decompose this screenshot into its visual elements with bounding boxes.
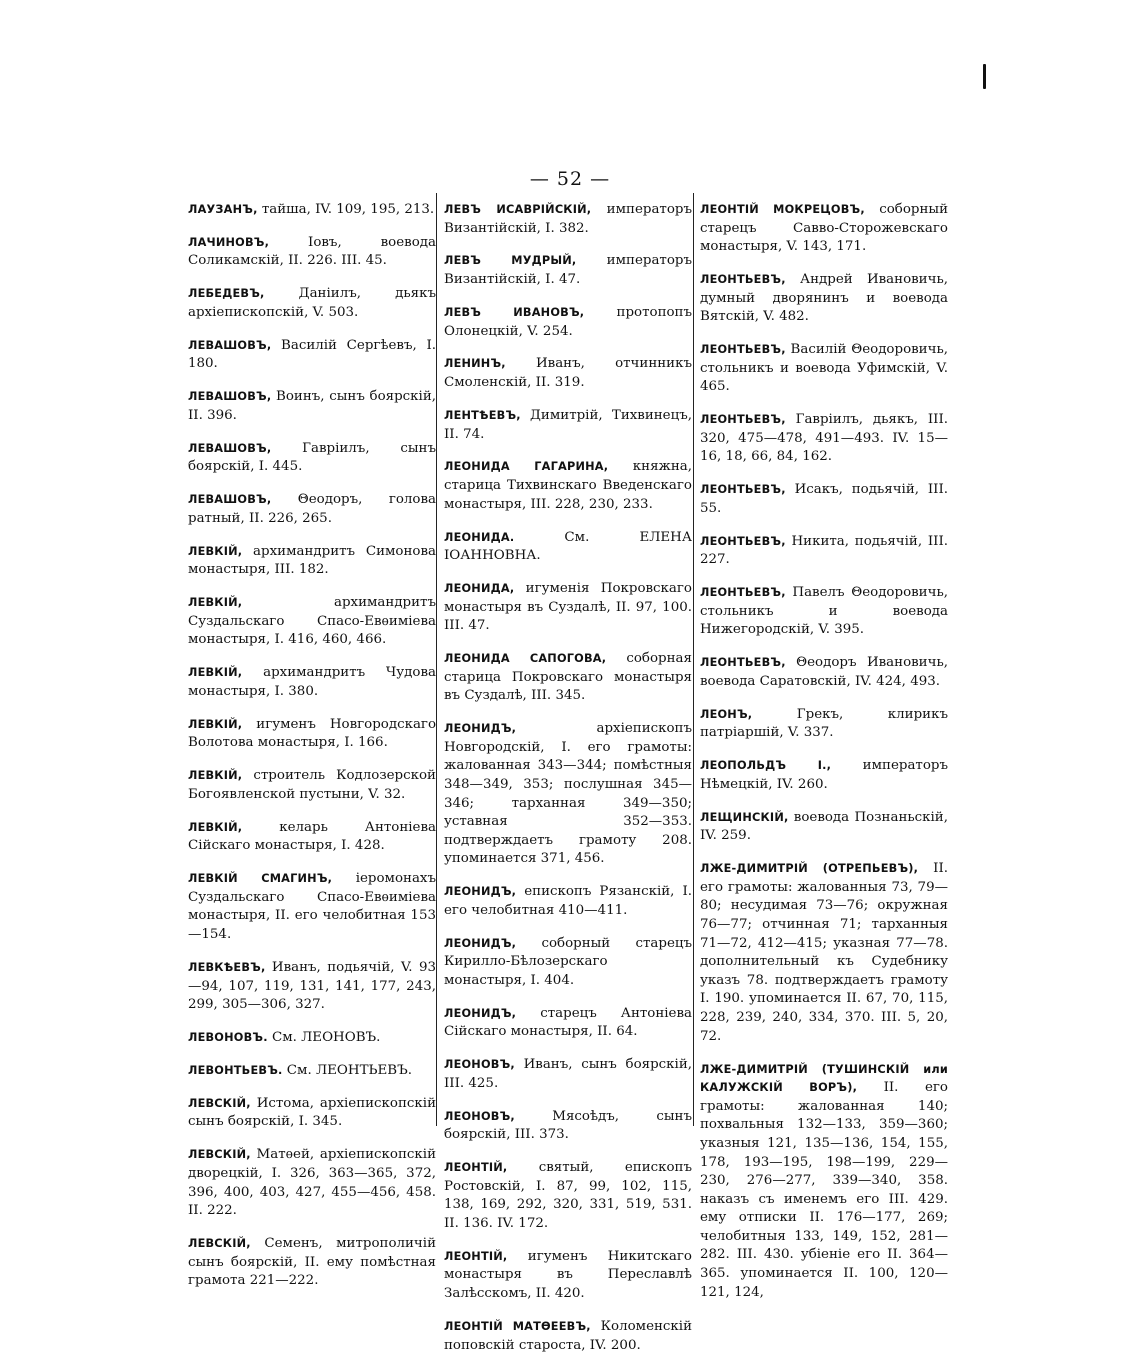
index-entry bbox=[700, 341, 948, 397]
entry-text: Гавріилъ, сынъ боярскій, I. 445. bbox=[188, 440, 436, 475]
index-entry bbox=[188, 767, 436, 804]
entry-headword: ЛАЧИНОВЪ, bbox=[188, 235, 270, 249]
entry-text: архимандритъ Чудова монастыря, I. 380. bbox=[188, 665, 436, 699]
entry-headword: ЛЕОНИДА САПОГОВА, bbox=[444, 652, 607, 666]
entry-text: протопопъ Олонецкій, V. 254. bbox=[444, 304, 692, 339]
entry-headword: ЛЕНИНЪ, bbox=[444, 357, 506, 371]
index-entry bbox=[444, 1318, 692, 1355]
entry-text: Воинъ, сынъ боярскій, II. 396. bbox=[188, 389, 436, 423]
entry-headword: ЛЕОНЪ, bbox=[700, 707, 753, 721]
index-entry bbox=[700, 1061, 948, 1303]
entry-headword: ЛЕВСКІЙ, bbox=[188, 1096, 251, 1110]
entry-headword: ЛАУЗАНЪ, bbox=[188, 203, 258, 216]
entry-headword: ЛЕВКІЙ, bbox=[188, 596, 243, 610]
entry-headword: ЛЕОНТІЙ МАТѲЕЕВЪ, bbox=[444, 1319, 591, 1333]
index-entry bbox=[444, 720, 692, 869]
entry-text: Θеодоръ, голова ратный, II. 226, 265. bbox=[188, 492, 436, 526]
index-entry bbox=[700, 860, 948, 1046]
index-entry bbox=[700, 757, 948, 794]
entry-text: Θеодоръ Ивановичь, воевода Саратовскій, IV. 424, 493. bbox=[700, 655, 948, 689]
entry-text: княжна, старица Тихвинскаго Введенскаго монастыря, III. 228, 230, 233. bbox=[444, 459, 692, 512]
entry-headword: ЛЕВОНОВЪ. bbox=[188, 1031, 268, 1045]
entry-text: Мясоѣдъ, сынъ боярскій, III. 373. bbox=[444, 1108, 692, 1143]
entry-text: Исакъ, подьячій, III. 55. bbox=[700, 482, 948, 516]
entry-text: императоръ Византійскій, I. 47. bbox=[444, 253, 692, 288]
entry-text: Грекъ, клирикъ патріаршій, V. 337. bbox=[700, 706, 948, 741]
entry-text: Василій Θеодоровичь, стольникъ и воевода Уфимскій, V. 465. bbox=[700, 342, 948, 395]
entry-text: Матѳей, архіепископскій дворецкій, I. 326, 363—365, 372, 396, 400, 403, 427, 455—456, 458. II. 222. bbox=[188, 1147, 436, 1219]
entry-text: соборная старица Покровскаго монастыря въ Суздалѣ, III. 345. bbox=[444, 651, 692, 704]
entry-text: игуменъ Никитскаго монастыря въ Переславлѣ Залѣсскомъ, II. 420. bbox=[444, 1248, 692, 1302]
entry-headword: ЛЕОПОЛЬДЪ I., bbox=[700, 759, 832, 773]
entry-headword: ЛЕОНТЬЕВЪ, bbox=[700, 413, 786, 427]
index-entry bbox=[188, 491, 436, 528]
entry-headword: ЛЕОНИДЪ, bbox=[444, 936, 517, 950]
entry-text: II. его грамоты: жалованныя 73, 79—80; несудимая 73—76; окружная 76—77; отчинная 71; тарханныя 71—72, 412—415; указная 77—78. дополнительный къ Судебнику указъ 78. подтверждаетъ грамоту I. 190. упоминается II. 67, 70, 115, 228, 239, 240, 334, 370. III. 5, 20, 72. bbox=[700, 861, 948, 1044]
index-entry bbox=[444, 458, 692, 514]
entry-text: императоръ Византійскій, I. 382. bbox=[444, 202, 692, 236]
entry-headword: ЛЕВКѢЕВЪ, bbox=[188, 960, 266, 974]
entry-headword: ЛЕВАШОВЪ, bbox=[188, 338, 272, 352]
entry-headword: ЛЕВОНТЬЕВЪ. bbox=[188, 1063, 283, 1077]
index-entry bbox=[188, 594, 436, 650]
entry-text: См. ЕЛЕНА ІОАННОВНА. bbox=[444, 529, 692, 564]
entry-headword: ЛЕОНТЬЕВЪ, bbox=[700, 273, 786, 287]
entry-text: Иванъ, подьячій, V. 93—94, 107, 119, 131, 141, 177, 243, 299, 305—306, 327. bbox=[188, 959, 436, 1013]
entry-headword: ЛЕВКІЙ СМАГИНЪ, bbox=[188, 872, 333, 886]
entry-headword: ЛЖЕ-ДИМИТРІЙ (ТУШИНСКІЙ или КАЛУЖСКІЙ ВОРЪ), bbox=[700, 1062, 948, 1095]
index-entry bbox=[188, 1029, 436, 1048]
index-entry bbox=[188, 543, 436, 580]
entry-headword: ЛЕОНИДЪ, bbox=[444, 1006, 517, 1020]
entry-headword: ЛЕВАШОВЪ, bbox=[188, 390, 272, 404]
entry-text: Іовъ, воевода Соликамскій, II. 226. III. 45. bbox=[188, 234, 436, 269]
entry-headword: ЛЕОНТЬЕВЪ, bbox=[700, 343, 786, 357]
entry-headword: ЛЕВКІЙ, bbox=[188, 544, 243, 558]
entry-headword: ЛЕВЪ МУДРЫЙ, bbox=[444, 254, 577, 268]
entry-headword: ЛЕВАШОВЪ, bbox=[188, 493, 272, 507]
entry-text: старецъ Антоніева Сійскаго монастыря, II. 64. bbox=[444, 1005, 692, 1040]
entry-text: Иванъ, сынъ боярскій, III. 425. bbox=[444, 1057, 692, 1091]
entry-headword: ЛЕОНИДЪ, bbox=[444, 885, 517, 899]
index-entry bbox=[700, 809, 948, 846]
index-entry bbox=[444, 201, 692, 238]
entry-headword: ЛЕОНТІЙ, bbox=[444, 1161, 508, 1175]
entry-headword: ЛЕВКІЙ, bbox=[188, 769, 243, 783]
entry-text: императоръ Нѣмецкій, IV. 260. bbox=[700, 758, 948, 792]
entry-headword: ЛЕВКІЙ, bbox=[188, 717, 243, 731]
column-divider bbox=[693, 193, 694, 1126]
column-divider bbox=[436, 193, 437, 1126]
index-entry bbox=[188, 1062, 436, 1081]
entry-headword: ЛЕВСКІЙ, bbox=[188, 1236, 251, 1250]
index-entry bbox=[188, 1146, 436, 1220]
index-entry bbox=[700, 584, 948, 640]
entry-headword: ЛЕВЪ ИВАНОВЪ, bbox=[444, 305, 585, 319]
entry-text: Иванъ, отчинникъ Смоленскій, II. 319. bbox=[444, 356, 692, 391]
entry-headword: ЛЕВКІЙ, bbox=[188, 666, 243, 680]
entry-text: архимандритъ Симонова монастыря, III. 182. bbox=[188, 543, 436, 578]
entry-text: Даніилъ, дьякъ архіепископскій, V. 503. bbox=[188, 286, 436, 320]
entry-headword: ЛЕОНТЬЕВЪ, bbox=[700, 534, 786, 548]
index-entry bbox=[188, 285, 436, 322]
index-entry bbox=[444, 1159, 692, 1233]
index-entry bbox=[444, 407, 692, 444]
index-entry bbox=[444, 1108, 692, 1145]
index-entry bbox=[444, 304, 692, 341]
index-entry bbox=[188, 1235, 436, 1291]
entry-text: II. его грамоты: жалованная 140; похвальныя 132—133, 359—360; указныя 121, 135—136, 154, 155, 178, 193—195, 198—199, 229—230, 276—277, 339—340, 358. наказъ съ именемъ его III. 429. ему отписки II. 176—177, 269; челобитныя 133, 149, 152, 281—282. III. 430. убіеніе его II. 364—365. упоминается II. 100, 120—121, 124, bbox=[700, 1080, 948, 1300]
entry-text: Василій Сергѣевъ, I. 180. bbox=[188, 337, 436, 372]
index-entry bbox=[700, 271, 948, 327]
entry-text: Павелъ Θеодоровичь, стольникъ и воевода Нижегородскій, V. 395. bbox=[700, 585, 948, 638]
index-entry bbox=[444, 580, 692, 636]
entry-text: Андрей Ивановичь, думный дворянинъ и воевода Вятскій, V. 482. bbox=[700, 272, 948, 325]
index-entry bbox=[700, 411, 948, 467]
entry-text: строитель Кодлозерской Богоявленской пустыни, V. 32. bbox=[188, 768, 436, 802]
index-entry bbox=[700, 654, 948, 691]
entry-headword: ЛЕВСКІЙ, bbox=[188, 1148, 251, 1162]
page-number: — 52 — bbox=[529, 168, 611, 190]
index-entry bbox=[188, 234, 436, 271]
index-entry bbox=[188, 1095, 436, 1132]
index-column-1 bbox=[188, 201, 436, 1305]
entry-text: святый, епископъ Ростовскій, I. 87, 99, 102, 115, 138, 169, 292, 320, 331, 519, 531. II. 136. IV. 172. bbox=[444, 1160, 692, 1231]
entry-text: Истома, архіепископскій сынъ боярскій, I. 345. bbox=[188, 1095, 436, 1130]
index-entry bbox=[188, 201, 436, 220]
entry-text: Коломенскій поповскій староста, IV. 200. bbox=[444, 1318, 692, 1353]
index-column-2 bbox=[444, 201, 692, 1369]
index-entry bbox=[188, 337, 436, 374]
entry-headword: ЛЕВЪ ИСАВРІЙСКІЙ, bbox=[444, 203, 592, 216]
index-entry bbox=[188, 388, 436, 425]
entry-headword: ЛЕОНИДА ГАГАРИНА, bbox=[444, 460, 609, 474]
index-entry bbox=[444, 935, 692, 991]
index-entry bbox=[188, 959, 436, 1015]
entry-headword: ЛЕОНОВЪ, bbox=[444, 1058, 515, 1072]
entry-text: Никита, подьячій, III. 227. bbox=[700, 533, 948, 568]
index-entry bbox=[188, 440, 436, 477]
entry-text: архимандритъ Суздальскаго Спасо-Евѳиміева монастыря, I. 416, 460, 466. bbox=[188, 595, 436, 648]
index-entry bbox=[444, 1248, 692, 1304]
entry-text: Димитрій, Тихвинецъ, II. 74. bbox=[444, 407, 692, 442]
entry-text: Семенъ, митрополичій сынъ боярскій, II. ему помѣстная грамота 221—222. bbox=[188, 1235, 436, 1289]
index-entry bbox=[700, 706, 948, 743]
entry-text: соборный старецъ Кирилло-Бѣлозерскаго монастыря, I. 404. bbox=[444, 935, 692, 988]
index-entry bbox=[700, 533, 948, 570]
entry-text: архіепископъ Новгородскій, I. его грамоты: жалованная 343—344; помѣстныя 348—349, 353; послушная 345—346; тарханная 349—350; уставная 352—353. подтверждаетъ грамоту 208. упоминается 371, 456. bbox=[444, 721, 692, 867]
entry-headword: ЛЕОНИДА. bbox=[444, 530, 515, 544]
entry-text: тайша, IV. 109, 195, 213. bbox=[257, 202, 435, 217]
index-entry bbox=[188, 819, 436, 856]
entry-text: См. ЛЕОНОВЪ. bbox=[267, 1030, 381, 1046]
entry-text: игуменъ Новгородскаго Волотова монастыря, I. 166. bbox=[188, 716, 436, 751]
entry-headword: ЛЕОНИДЪ, bbox=[444, 722, 517, 736]
index-entry bbox=[444, 252, 692, 289]
index-entry bbox=[188, 716, 436, 753]
entry-headword: ЛЕОНТІЙ, bbox=[444, 1249, 508, 1263]
index-column-3 bbox=[700, 201, 948, 1317]
entry-headword: ЛЕВАШОВЪ, bbox=[188, 441, 272, 455]
entry-text: соборный старецъ Савво-Сторожевскаго монастыря, V. 143, 171. bbox=[700, 202, 948, 255]
entry-headword: ЛЕОНТЬЕВЪ, bbox=[700, 656, 786, 670]
entry-headword: ЛЖЕ-ДИМИТРІЙ (ОТРЕПЬЕВЪ), bbox=[700, 862, 919, 876]
entry-headword: ЛЕЩИНСКІЙ, bbox=[700, 810, 789, 824]
entry-headword: ЛЕОНТЬЕВЪ, bbox=[700, 586, 786, 600]
entry-headword: ЛЕОНИДА, bbox=[444, 581, 515, 595]
index-entry bbox=[444, 1056, 692, 1093]
entry-headword: ЛЕБЕДЕВЪ, bbox=[188, 287, 265, 301]
entry-text: іеромонахъ Суздальскаго Спасо-Евѳиміева монастыря, II. его челобитная 153—154. bbox=[188, 871, 436, 943]
entry-text: келарь Антоніева Сійскаго монастыря, I. 428. bbox=[188, 819, 436, 854]
entry-headword: ЛЕВКІЙ, bbox=[188, 820, 243, 834]
index-entry bbox=[444, 529, 692, 566]
ink-mark bbox=[983, 64, 986, 89]
entry-text: воевода Познаньскій, IV. 259. bbox=[700, 809, 948, 844]
entry-headword: ЛЕОНТІЙ МОКРЕЦОВЪ, bbox=[700, 203, 865, 216]
entry-text: Гавріилъ, дьякъ, III. 320, 475—478, 491—493. IV. 15—16, 18, 66, 84, 162. bbox=[700, 412, 948, 465]
index-entry bbox=[700, 481, 948, 518]
index-entry bbox=[444, 355, 692, 392]
index-entry bbox=[188, 870, 436, 944]
index-entry bbox=[444, 883, 692, 920]
entry-text: епископъ Рязанскій, I. его челобитная 410—411. bbox=[444, 884, 692, 918]
index-entry bbox=[444, 1005, 692, 1042]
entry-headword: ЛЕОНОВЪ, bbox=[444, 1109, 515, 1123]
entry-text: игуменія Покровскаго монастыря въ Суздалѣ, II. 97, 100. III. 47. bbox=[444, 580, 692, 634]
index-entry bbox=[700, 201, 948, 257]
entry-headword: ЛЕОНТЬЕВЪ, bbox=[700, 483, 786, 497]
index-entry bbox=[188, 664, 436, 701]
entry-headword: ЛЕНТѢЕВЪ, bbox=[444, 408, 521, 422]
entry-text: См. ЛЕОНТЬЕВЪ. bbox=[282, 1062, 413, 1078]
index-entry bbox=[444, 650, 692, 706]
